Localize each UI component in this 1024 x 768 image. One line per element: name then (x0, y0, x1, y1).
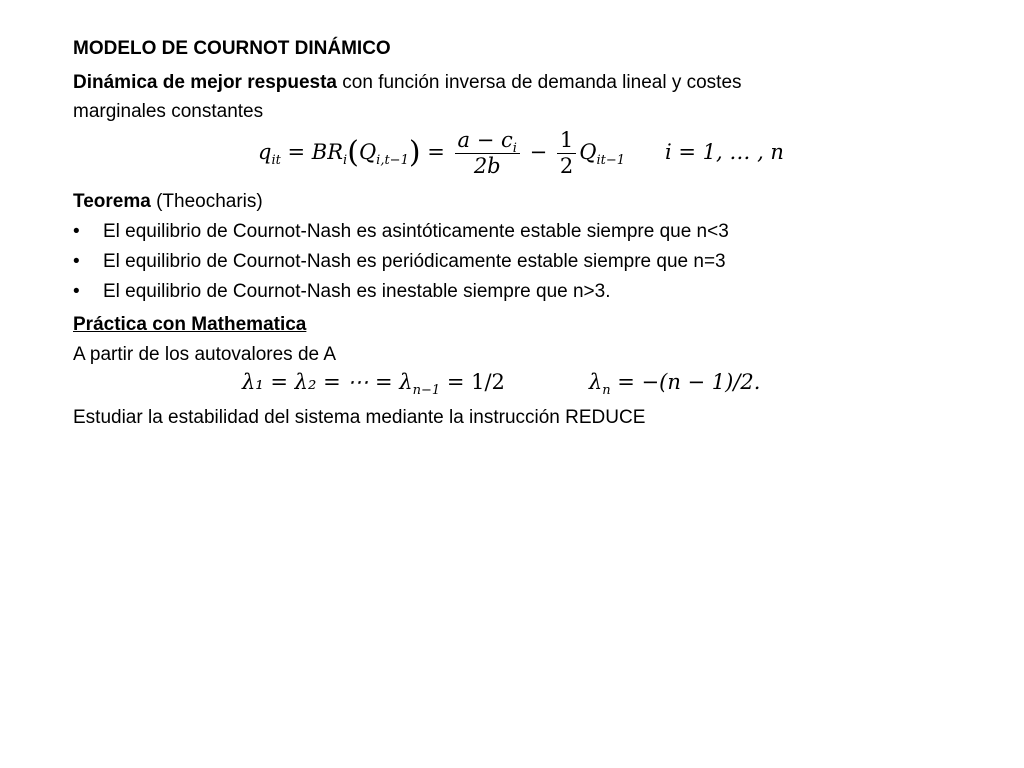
intro-rest: con función inversa de demanda lineal y costes (337, 72, 742, 93)
eq1-range: i = 1, … , n (665, 140, 784, 164)
intro-line-1 (73, 70, 742, 96)
bullet-marker: • (73, 251, 80, 272)
eq1-minus: − (522, 140, 554, 164)
autovalores-line: A partir de los autovalores de A (73, 344, 336, 365)
eq1-fraction-2 (557, 128, 576, 179)
bullet-text: El equilibrio de Cournot-Nash es inestable siempre que n>3. (103, 281, 611, 302)
eq1-q-last: Q (579, 140, 597, 164)
eq1-br: BR (311, 140, 344, 164)
eq1-q-last-sub: it−1 (596, 153, 626, 168)
bullet-item (73, 279, 611, 305)
eq1-frac2-den: 2 (559, 154, 574, 178)
eq1-paren-open: ( (347, 135, 359, 170)
eq2-left: λ₁ = λ₂ = ⋯ = λ (242, 370, 413, 394)
bullet-marker: • (73, 281, 80, 302)
bullet-marker: • (73, 221, 80, 242)
eq1-q-inner-sub: i,t−1 (376, 153, 409, 168)
eq1-frac1-num: a − c (457, 128, 513, 152)
eq1-paren-close: ) (408, 135, 421, 170)
eq1-frac1-num-sub: i (512, 141, 517, 156)
bullet-text: El equilibrio de Cournot-Nash es periódicamente estable siempre que n=3 (103, 251, 726, 272)
eq1-q: q (258, 140, 272, 164)
eq1-frac2-num: 1 (557, 128, 576, 154)
intro-bold: Dinámica de mejor respuesta (73, 72, 337, 93)
eq2-right-sub: n (602, 383, 611, 398)
eq1-q-inner: Q (358, 140, 377, 164)
eigenvalues-equation (242, 370, 761, 398)
bullet-text: El equilibrio de Cournot-Nash es asintóticamente estable siempre que n<3 (103, 221, 729, 242)
eq1-fraction-1 (455, 128, 520, 179)
slide-title: MODELO DE COURNOT DINÁMICO (73, 38, 391, 59)
best-response-equation (258, 128, 784, 179)
eq2-left-rest: = 1/2 (440, 370, 505, 394)
intro-line-2: marginales constantes (73, 101, 264, 122)
eq2-left-sub: n−1 (412, 383, 441, 398)
eq1-equals-1: = (280, 140, 312, 164)
practice-heading: Práctica con Mathematica (73, 314, 307, 335)
eq1-frac1-den: 2b (473, 154, 501, 178)
eq1-equals-2: = (420, 140, 452, 164)
eq2-right-rest: = −(n − 1)/2. (610, 370, 761, 394)
theorem-rest: (Theocharis) (150, 191, 263, 212)
eq1-q-sub: it (271, 153, 281, 168)
theorem-line (73, 189, 263, 215)
theorem-bold: Teorema (73, 191, 151, 212)
final-line: Estudiar la estabilidad del sistema mediante la instrucción REDUCE (73, 407, 646, 428)
bullet-item (73, 249, 726, 275)
eq2-right-lambda: λ (588, 370, 603, 394)
bullet-item (73, 219, 729, 245)
eq1-br-sub: i (343, 153, 348, 168)
